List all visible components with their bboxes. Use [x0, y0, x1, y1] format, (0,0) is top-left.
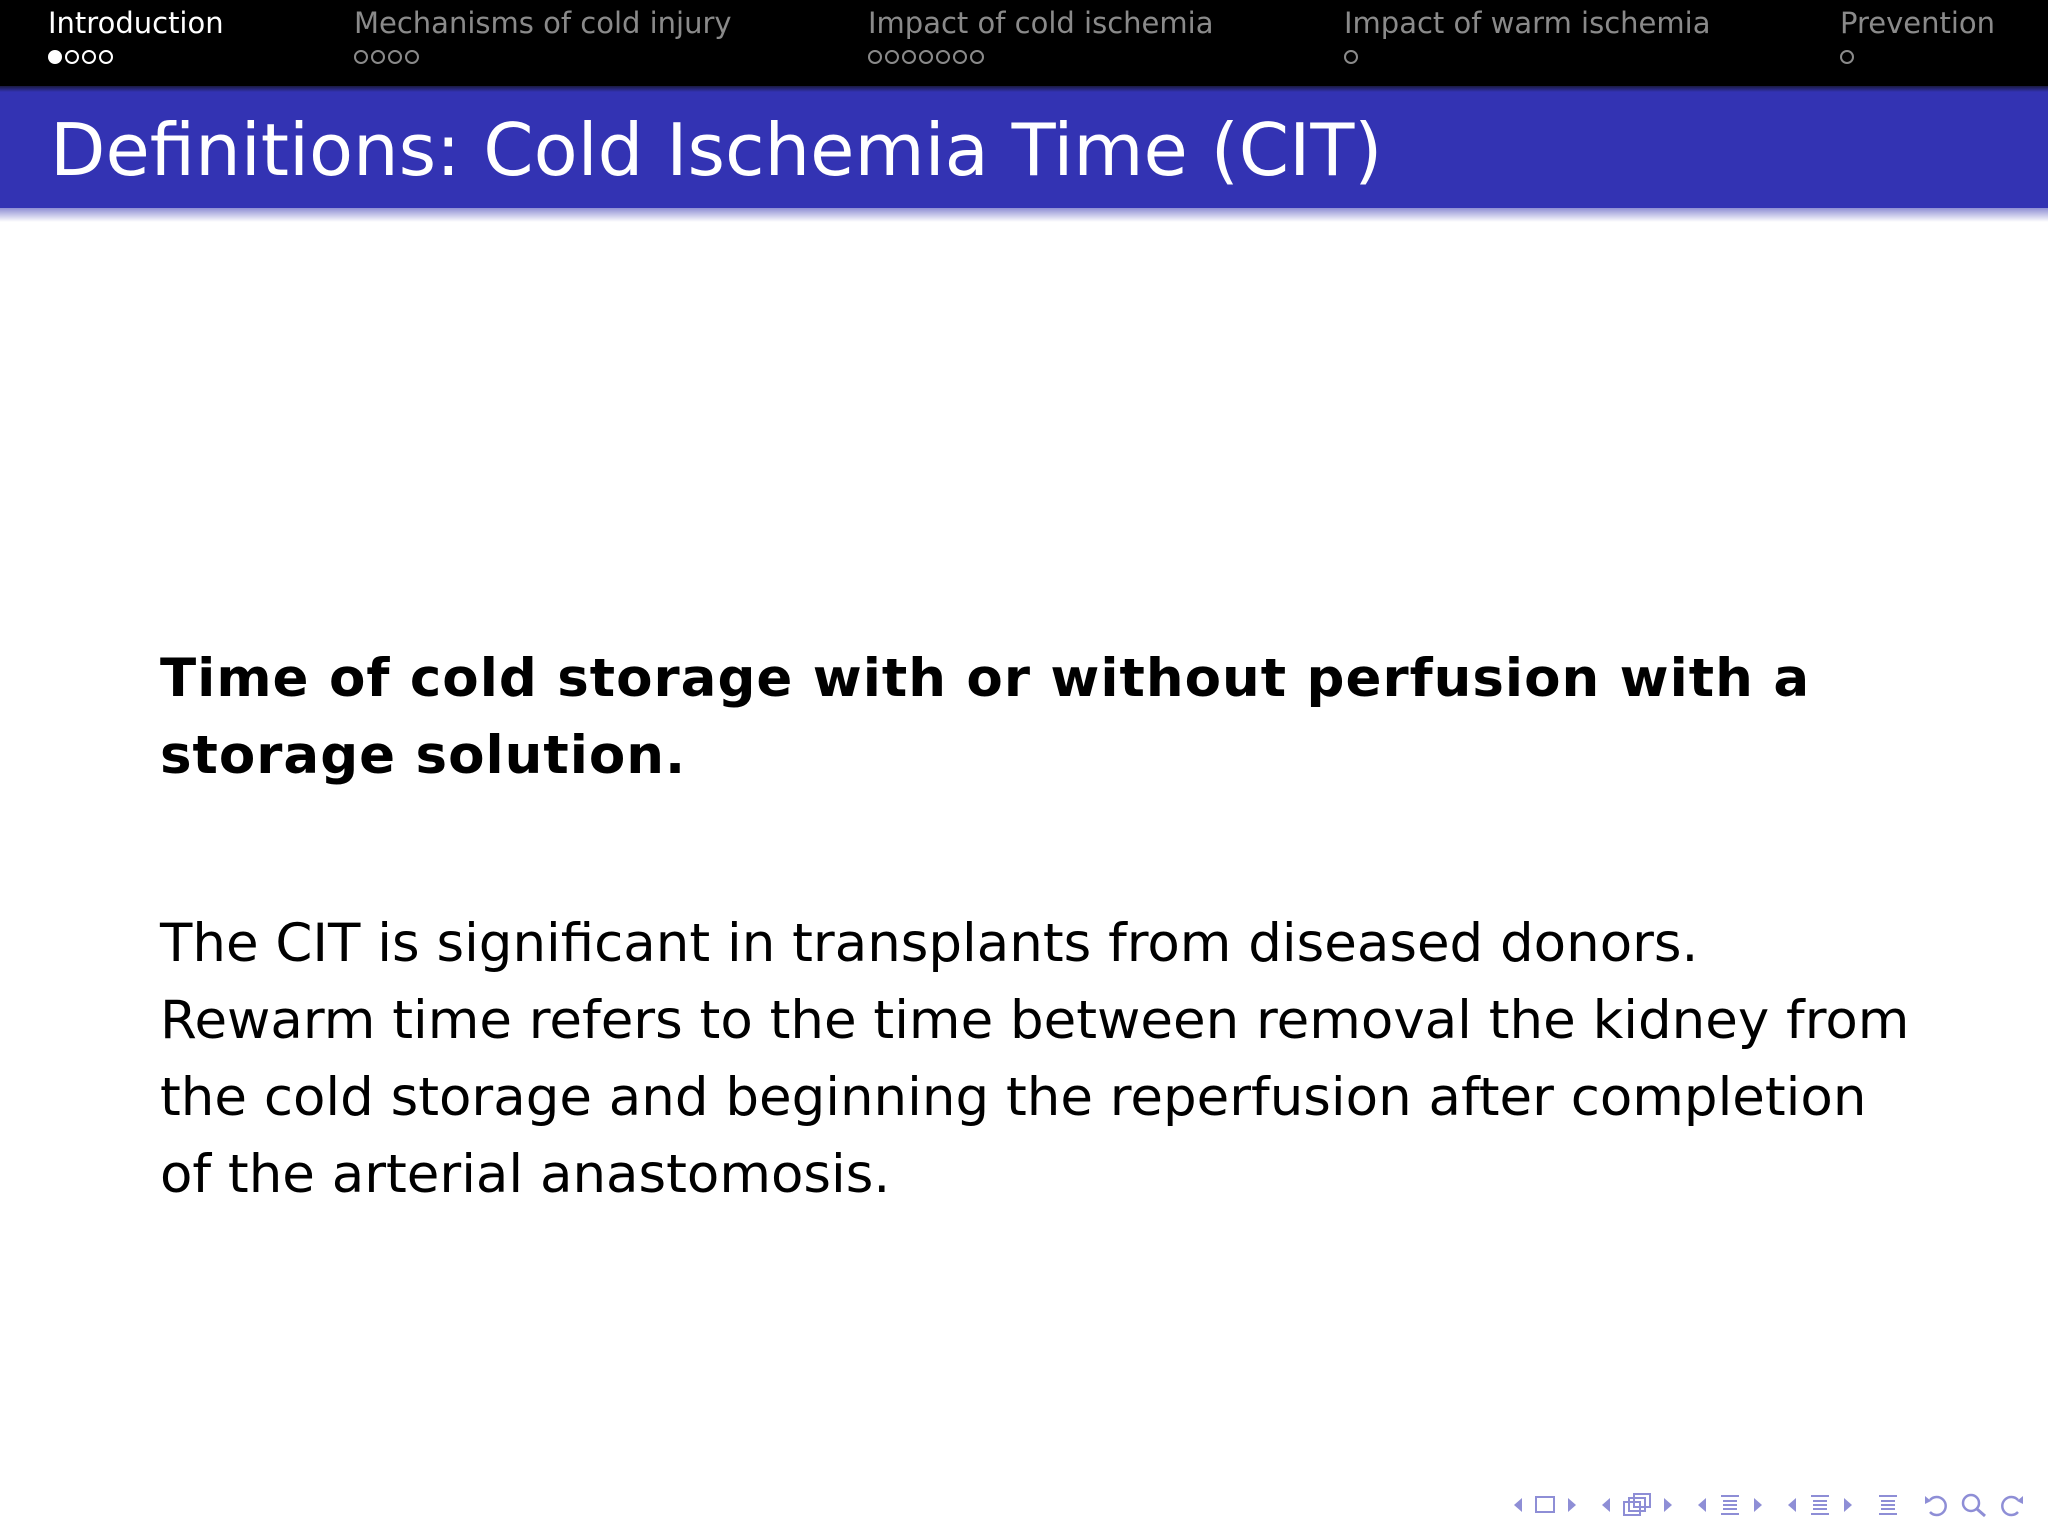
spacer — [160, 794, 1920, 905]
nav-section-label: Introduction — [48, 6, 224, 40]
frame-back-icon[interactable] — [1512, 1496, 1524, 1514]
frame-title: Definitions: Cold Ischemia Time (CIT) — [50, 108, 1383, 192]
body-paragraph: The CIT is significant in transplants from diseased donors. Rewarm time refers to the time between removal the kidney from the cold storage and beginning the reperfusion after completion of the arterial anastomosis. — [160, 913, 1910, 1205]
search-icon[interactable] — [1960, 1492, 1988, 1518]
frame-nav-group — [1512, 1495, 1578, 1515]
document-icon[interactable] — [1876, 1493, 1900, 1517]
frame-dot[interactable] — [902, 50, 916, 64]
subsection-icon[interactable] — [1622, 1492, 1652, 1518]
subsubsection-nav-group — [1786, 1493, 1854, 1517]
subsubsection-back-icon[interactable] — [1786, 1496, 1798, 1514]
section-nav-group — [1696, 1493, 1764, 1517]
frame-dot[interactable] — [919, 50, 933, 64]
slide-content — [160, 640, 1920, 1213]
frame-forward-icon[interactable] — [1566, 1496, 1578, 1514]
frame-dot[interactable] — [405, 50, 419, 64]
nav-frame-dots — [1344, 50, 1358, 70]
nav-section-label: Mechanisms of cold injury — [354, 6, 732, 40]
frame-dot[interactable] — [1344, 50, 1358, 64]
subsubsection-icon[interactable] — [1808, 1493, 1832, 1517]
frame-dot[interactable] — [99, 50, 113, 64]
nav-section-label: Impact of warm ischemia — [1344, 6, 1711, 40]
undo-icon[interactable] — [1922, 1492, 1950, 1518]
search-nav-group — [1922, 1492, 2026, 1518]
nav-frame-dots — [48, 50, 113, 70]
section-icon[interactable] — [1718, 1493, 1742, 1517]
frame-title-bar — [0, 92, 2048, 208]
frame-dot[interactable] — [65, 50, 79, 64]
subsection-nav-group — [1600, 1492, 1674, 1518]
subsection-back-icon[interactable] — [1600, 1496, 1612, 1514]
nav-frame-dots — [868, 50, 984, 70]
frame-dot[interactable] — [371, 50, 385, 64]
nav-section-label: Prevention — [1840, 6, 1996, 40]
document-nav-group — [1876, 1493, 1900, 1517]
frame-dot[interactable] — [82, 50, 96, 64]
section-navigation-bar — [0, 0, 2048, 86]
frame-dot[interactable] — [885, 50, 899, 64]
definition-text: Time of cold storage with or without perfusion with a storage solution. — [160, 648, 1811, 786]
nav-frame-dots — [354, 50, 419, 70]
frame-dot[interactable] — [354, 50, 368, 64]
frame-dot[interactable] — [868, 50, 882, 64]
frame-dot[interactable] — [953, 50, 967, 64]
redo-icon[interactable] — [1998, 1492, 2026, 1518]
title-bar-shadow — [0, 208, 2048, 222]
beamer-navigation-symbols — [1512, 1488, 2026, 1522]
subsubsection-forward-icon[interactable] — [1842, 1496, 1854, 1514]
nav-section-label: Impact of cold ischemia — [868, 6, 1214, 40]
section-forward-icon[interactable] — [1752, 1496, 1764, 1514]
section-back-icon[interactable] — [1696, 1496, 1708, 1514]
subsection-forward-icon[interactable] — [1662, 1496, 1674, 1514]
frame-dot[interactable] — [936, 50, 950, 64]
nav-frame-dots — [1840, 50, 1854, 70]
frame-dot[interactable] — [388, 50, 402, 64]
frame-dot[interactable] — [970, 50, 984, 64]
frame-icon[interactable] — [1534, 1495, 1556, 1515]
frame-dot-current[interactable] — [48, 50, 62, 64]
frame-dot[interactable] — [1840, 50, 1854, 64]
